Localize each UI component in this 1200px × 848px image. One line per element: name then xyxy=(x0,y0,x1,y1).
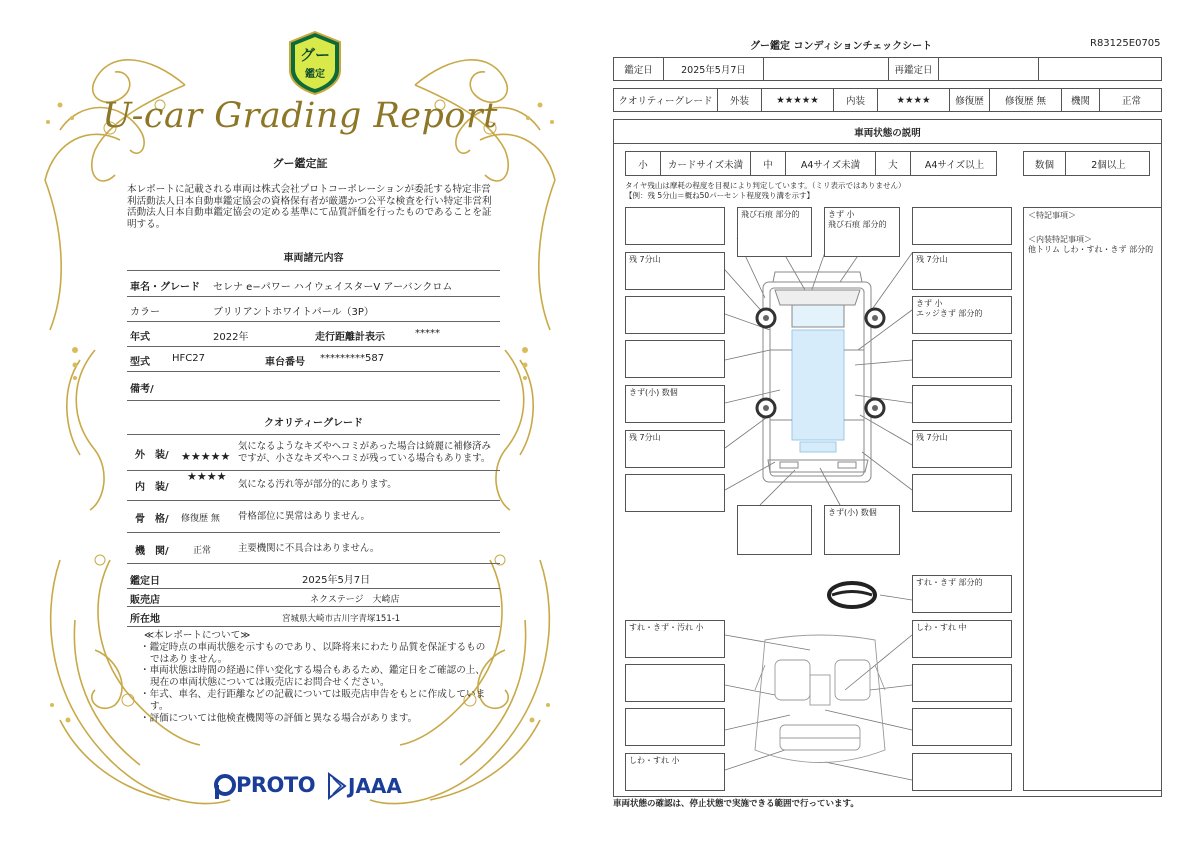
label-text: 残 7分山 xyxy=(916,433,948,442)
size-count-desc: 2個以上 xyxy=(1091,159,1126,171)
label-text: すれ・きず 部分的 xyxy=(916,578,983,587)
exterior-desc: 気になるようなキズやヘコミがあった場合は綺麗に補修済みですが、小さなキズやヘコミが残っている場合もあります。 xyxy=(238,441,491,464)
exterior-stars: ★★★★★ xyxy=(181,450,231,463)
sheet-title: グー鑑定 コンディションチェックシート xyxy=(750,41,933,52)
year-label: 年式 xyxy=(130,332,150,343)
tire-note-1: タイヤ残山は摩耗の程度を目視により判定しています。（ミリ表示ではありません） xyxy=(625,181,906,190)
engine-value: 正常 xyxy=(193,546,212,556)
label-box-tire-rr xyxy=(912,430,1012,468)
divider xyxy=(127,434,500,435)
label-box xyxy=(912,340,1012,378)
certificate-body-text: 本レポートに記載される車両は株式会社プロトコーポレーションが委託する特定非営利活動法人日本自動車鑑定協会の資格保有者が厳選かつ公平な検査を行い特定非営利活動法人日本自動車鑑定協会の定める基準にて品質評価を行ったものであることを証明する。 xyxy=(127,184,492,230)
date-row xyxy=(613,57,1162,81)
recheck-blank xyxy=(1039,58,1163,80)
mileage-label: 走行距離計表示 xyxy=(315,332,385,343)
label-box xyxy=(625,296,725,334)
color-value: ブリリアントホワイトパール（3P） xyxy=(213,307,374,318)
date-blank xyxy=(764,58,889,80)
proto-logo-text: PROTO xyxy=(236,773,316,797)
label-text: しわ・すれ 中 xyxy=(916,623,967,632)
interior-remark: 他トリム しわ・すれ・きず 部分的 xyxy=(1028,245,1154,254)
label-box-rear-seat xyxy=(625,753,725,791)
certificate-title: グー鑑定証 xyxy=(272,157,328,170)
repair-label: 修復歴 xyxy=(950,89,990,111)
note-item: ・車両状態は時間の経過に伴い変化する場合もあるため、鑑定日をご確認の上、現在の車両状態については販売店にお問合せください。 xyxy=(140,665,485,689)
label-text: きず(小) 数個 xyxy=(828,508,877,517)
label-box-steering xyxy=(912,575,1012,613)
label-text: 残 7分山 xyxy=(916,255,948,264)
label-box xyxy=(625,207,725,245)
divider xyxy=(127,532,500,533)
divider xyxy=(127,346,500,347)
remarks-label: 備考/ xyxy=(130,384,154,395)
label-box xyxy=(912,385,1012,423)
interior-label: 内 装/ xyxy=(135,482,169,493)
label-text: 飛び石痕 部分的 xyxy=(741,210,800,219)
mileage-value: ***** xyxy=(415,328,440,339)
label-text: エッジきず 部分的 xyxy=(916,309,983,318)
interior-desc: 気になる汚れ等が部分的にあります。 xyxy=(238,479,397,490)
divider xyxy=(127,606,500,607)
label-text: きず 小 xyxy=(916,299,943,308)
label-text: 飛び石痕 部分的 xyxy=(828,220,887,229)
jaaa-logo-text: JAAA xyxy=(348,774,402,798)
year-value: 2022年 xyxy=(213,332,249,343)
label-box xyxy=(912,708,1012,746)
divider xyxy=(127,626,500,627)
footer-note: 車両状態の確認は、停止状態で実施できる範囲で行っています。 xyxy=(613,799,859,809)
size-large-desc: A4サイズ以上 xyxy=(924,159,985,171)
note-item: ・評価については他検査機関等の評価と異なる場合があります。 xyxy=(140,712,418,724)
name-label: 車名・グレード xyxy=(130,282,200,293)
note-item: ・鑑定時点の車両状態を示すものであり、以降将来にわたり品質を保証するものではありません。 xyxy=(140,641,486,665)
model-value: HFC27 xyxy=(172,353,205,364)
label-box-tire-rl xyxy=(625,430,725,468)
label-text: 残 7分山 xyxy=(629,255,661,264)
proto-logo-icon xyxy=(214,772,236,800)
label-box xyxy=(912,207,1012,245)
exterior-stars: ★★★★★ xyxy=(762,89,834,111)
interior-label: 内装 xyxy=(834,89,878,111)
label-text: 残 7分山 xyxy=(629,433,661,442)
divider xyxy=(127,400,500,401)
chassis-label: 車台番号 xyxy=(265,357,305,368)
size-large: 大 xyxy=(876,152,911,175)
tire-note-2: 【例：残 5分山＝概ね50パーセント程度残り溝を示す】 xyxy=(625,191,815,200)
grade-label: クオリティーグレード xyxy=(614,89,718,111)
badge-bottom-text: 鑑定 xyxy=(305,69,325,80)
condition-check-sheet xyxy=(600,0,1200,848)
grade-heading: クオリティーグレード xyxy=(264,418,363,429)
color-label: カラー xyxy=(130,307,160,318)
label-box xyxy=(625,664,725,702)
address-label: 所在地 xyxy=(130,614,160,625)
store-label: 販売店 xyxy=(130,595,160,606)
label-box xyxy=(912,474,1012,512)
engine-label: 機 関/ xyxy=(135,546,169,557)
recheck-label: 再鑑定日 xyxy=(889,58,939,80)
steering-wheel-icon xyxy=(829,583,875,607)
label-box-seat-left xyxy=(625,620,725,658)
recheck-value xyxy=(939,58,1039,80)
engine-label: 機関 xyxy=(1062,89,1100,111)
store-value: ネクステージ 大崎店 xyxy=(310,595,400,605)
remarks-panel xyxy=(1023,207,1162,791)
label-box-rear xyxy=(824,505,900,555)
interior-remarks-heading: ＜内装特記事項＞ xyxy=(1028,235,1092,244)
label-box-front-scratch xyxy=(824,207,900,257)
label-text: きず(小) 数個 xyxy=(629,388,678,397)
address-value: 宮城県大崎市古川字青塚151-1 xyxy=(282,614,401,624)
label-box-edge xyxy=(912,296,1012,334)
divider xyxy=(127,563,500,564)
label-text: すれ・きず・汚れ 小 xyxy=(629,623,704,632)
notes-title: ≪本レポートについて≫ xyxy=(144,630,251,641)
frame-desc: 骨格部位に異常はありません。 xyxy=(238,511,370,522)
logo-row xyxy=(214,770,414,802)
size-count: 数個 xyxy=(1024,152,1066,175)
sheet-id: R83125E0705 xyxy=(1090,38,1161,49)
name-value: セレナ e−パワー ハイウェイスターV アーバンクロム xyxy=(213,282,453,293)
interior-stars: ★★★★ xyxy=(878,89,950,111)
label-text: しわ・すれ 小 xyxy=(629,756,680,765)
count-legend xyxy=(1023,151,1150,176)
goo-appraisal-badge-icon xyxy=(286,30,344,96)
label-box-tire-fr xyxy=(912,252,1012,290)
label-box-side-left xyxy=(625,385,725,423)
remarks-heading: ＜特記事項＞ xyxy=(1028,211,1076,220)
label-box xyxy=(912,753,1012,791)
label-box-seat-right xyxy=(912,620,1012,658)
label-box xyxy=(625,708,725,746)
spec-heading: 車両諸元内容 xyxy=(283,253,344,264)
notes-block xyxy=(138,630,493,724)
section-title xyxy=(613,119,1162,144)
jaaa-logo-icon xyxy=(327,772,347,800)
date-label: 鑑定日 xyxy=(130,576,160,587)
divider xyxy=(127,270,500,271)
divider xyxy=(127,588,500,589)
note-item: ・年式、車名、走行距離などの記載については販売店申告をもとに作成しています。 xyxy=(140,688,486,712)
badge-top-text: グー xyxy=(299,46,331,64)
label-box-tire-fl xyxy=(625,252,725,290)
grade-row xyxy=(613,88,1162,112)
exterior-label: 外 装/ xyxy=(135,450,169,461)
label-box xyxy=(625,340,725,378)
divider xyxy=(127,296,500,297)
repair-value: 修復歴 無 xyxy=(990,89,1062,111)
divider xyxy=(127,470,500,471)
label-box xyxy=(737,505,812,555)
date-value: 2025年5月7日 xyxy=(302,575,371,586)
frame-value: 修復歴 無 xyxy=(181,514,220,524)
divider xyxy=(127,371,500,372)
engine-desc: 主要機関に不具合はありません。 xyxy=(238,543,380,554)
engine-value: 正常 xyxy=(1121,96,1141,107)
model-label: 型式 xyxy=(130,357,150,368)
divider xyxy=(127,500,500,501)
divider xyxy=(127,321,500,322)
frame-label: 骨 格/ xyxy=(135,514,169,525)
chassis-value: *********587 xyxy=(320,353,385,364)
report-title: U-car Grading Report xyxy=(102,96,498,136)
size-legend xyxy=(625,151,997,176)
size-mid-desc: A4サイズ未満 xyxy=(786,152,876,175)
section-title-text: 車両状態の説明 xyxy=(854,127,921,139)
size-small-desc: カードサイズ未満 xyxy=(661,152,751,175)
label-box-front-chip xyxy=(737,207,812,257)
label-text: きず 小 xyxy=(828,210,855,219)
size-small: 小 xyxy=(626,152,661,175)
label-box xyxy=(912,664,1012,702)
date-value: 2025年5月7日 xyxy=(664,58,764,80)
size-mid: 中 xyxy=(751,152,786,175)
interior-stars: ★★★★ xyxy=(187,470,227,483)
date-label: 鑑定日 xyxy=(614,58,664,80)
label-box xyxy=(625,474,725,512)
exterior-label: 外装 xyxy=(718,89,762,111)
